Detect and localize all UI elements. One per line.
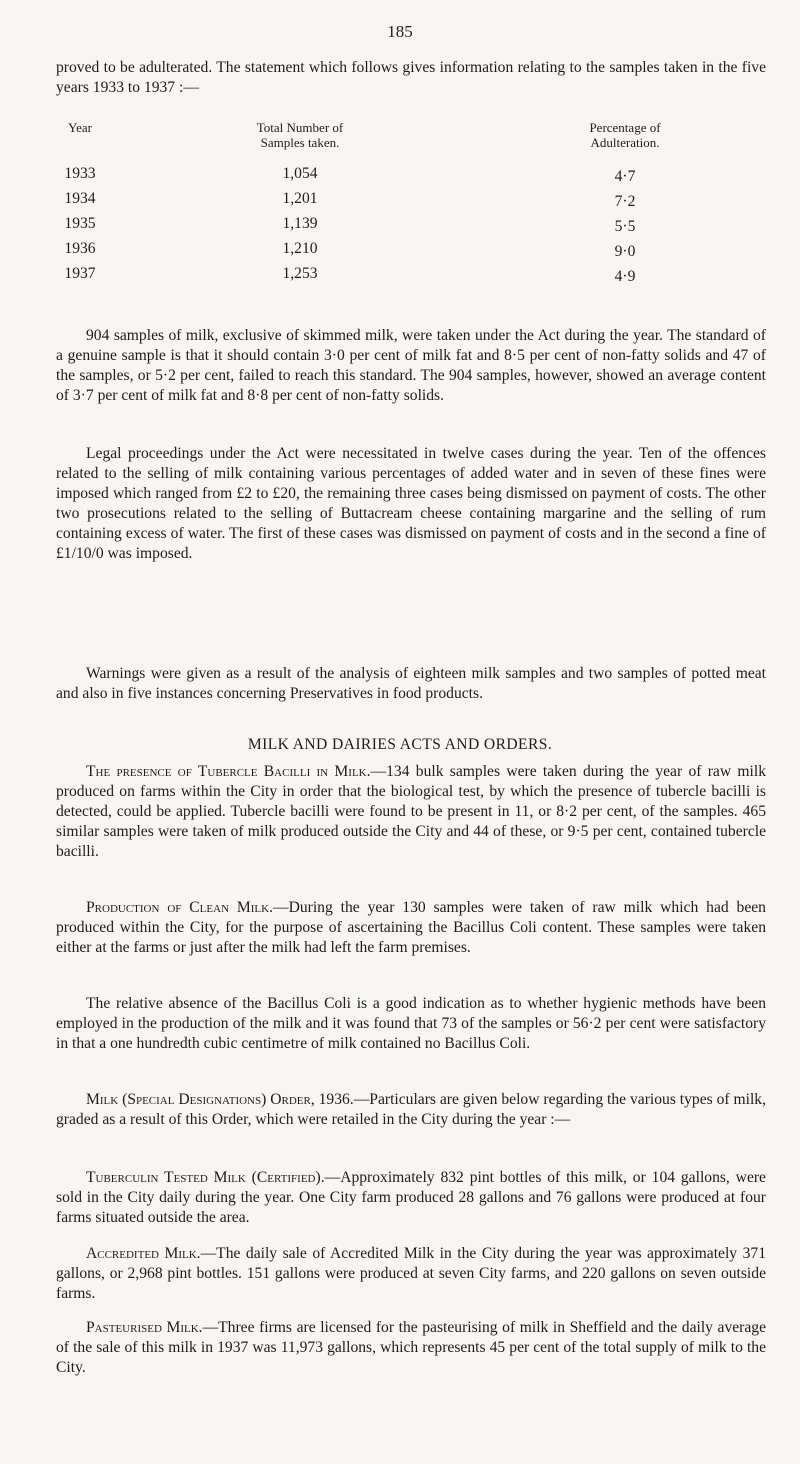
- table-cell-year: 1934: [64, 190, 96, 207]
- table-cell-samples: 1,210: [282, 240, 318, 257]
- tuberculin-tested-text: —Approximately 832 pint bottles of this milk, or 104 gallons, were sold in the City daily during the year. One City farm produced 28 gallons and 76 gallons were produced at four farms situated outside the area.: [56, 1169, 766, 1226]
- pasteurised-milk-text: —Three firms are licensed for the pasteurising of milk in Sheffield and the daily average of the sale of this milk in 1937 was 11,973 gallons, which represents 45 per cent of the total supply of milk to the City.: [56, 1319, 766, 1376]
- clean-milk-title: Production of Clean Milk.: [86, 899, 273, 916]
- table-cell-percentage: 7·2: [614, 193, 636, 210]
- warnings-paragraph: Warnings were given as a result of the analysis of eighteen milk samples and two samples of potted meat and also in five instances concerning Preservatives in food products.: [56, 665, 766, 702]
- tubercle-bacilli-text: —134 bulk samples were taken during the year of raw milk produced on farms within the City in order that the biological test, by which the presence of tubercle bacilli is detected, could be applied. Tubercle bacilli were found to be present in 11, or 8·2 per cent, of the samples. 465 similar samples were taken of milk produced outside the City and 44 of these, or 9·5 per cent, contained tubercle bacilli.: [56, 763, 766, 860]
- pasteurised-milk-paragraph: [56, 1318, 766, 1378]
- table-cell-year: 1937: [64, 265, 96, 282]
- table-cell-samples: 1,253: [282, 265, 318, 282]
- table-header-percentage: Percentage of Adulteration.: [589, 120, 661, 150]
- table-cell-samples: 1,201: [282, 190, 318, 207]
- table-cell-percentage: 4·7: [614, 168, 636, 185]
- intro-paragraph: proved to be adulterated. The statement which follows gives information relating to the samples taken in the five years 1933 to 1937 :—: [56, 59, 766, 96]
- table-header-samples: Total Number of Samples taken.: [256, 120, 344, 150]
- tuberculin-tested-title: Tuberculin Tested Milk (Certified).: [86, 1169, 325, 1186]
- accredited-milk-paragraph: [56, 1244, 766, 1304]
- table-cell-samples: 1,139: [282, 215, 318, 232]
- tubercle-bacilli-paragraph: [56, 762, 766, 862]
- table-cell-samples: 1,054: [282, 165, 318, 182]
- tubercle-bacilli-title: The presence of Tubercle Bacilli in Milk.: [86, 763, 371, 780]
- table-header-year: Year: [68, 120, 92, 135]
- table-cell-percentage: 9·0: [614, 243, 636, 260]
- accredited-milk-title: Accredited Milk.: [86, 1245, 201, 1262]
- accredited-milk-text: —The daily sale of Accredited Milk in the City during the year was approximately 371 gallons, or 2,968 pint bottles. 151 gallons were produced at seven City farms, and 220 gallons on seven outside farms.: [56, 1245, 766, 1302]
- table-cell-year: 1935: [64, 215, 96, 232]
- table-cell-year: 1936: [64, 240, 96, 257]
- bacillus-coli-paragraph: The relative absence of the Bacillus Coli is a good indication as to whether hygienic methods have been employed in the production of the milk and it was found that 73 of the samples or 56·2 per cent were satisfactory in that a one hundredth cubic centimetre of milk contained no Bacillus Coli.: [56, 995, 766, 1052]
- special-designations-text: —Particulars are given below regarding the various types of milk, graded as a result of this Order, which were retailed in the City during the year :—: [56, 1091, 766, 1128]
- tuberculin-tested-paragraph: [56, 1168, 766, 1228]
- clean-milk-paragraph: [56, 898, 766, 958]
- table-cell-percentage: 5·5: [614, 218, 636, 235]
- table-cell-percentage: 4·9: [614, 268, 636, 285]
- pasteurised-milk-title: Pasteurised Milk.: [86, 1319, 203, 1336]
- page-number: 185: [387, 22, 413, 41]
- legal-proceedings-paragraph: Legal proceedings under the Act were necessitated in twelve cases during the year. Ten of the offences related to the selling of milk containing various percentages of added water and in seven of these fines were imposed which ranged from £2 to £20, the remaining three cases being dismissed on payment of costs. The other two prosecutions related to the selling of Buttacream cheese containing margarine and the selling of rum containing excess of water. The first of these cases was dismissed on payment of costs and in the second a fine of £1/10/0 was imposed.: [56, 445, 766, 562]
- special-designations-paragraph: [56, 1090, 766, 1130]
- clean-milk-text: —During the year 130 samples were taken of raw milk which had been produced within the City, for the purpose of ascertaining the Bacillus Coli content. These samples were taken either at the farms or just after the milk had left the farm premises.: [56, 899, 766, 956]
- milk-samples-paragraph: 904 samples of milk, exclusive of skimmed milk, were taken under the Act during the year. The standard of a genuine sample is that it should contain 3·0 per cent of milk fat and 8·5 per cent of non-fatty solids and 47 of the samples, or 5·2 per cent, failed to reach this standard. The 904 samples, however, showed an average content of 3·7 per cent of milk fat and 8·8 per cent of non-fatty solids.: [56, 327, 766, 404]
- section-heading: MILK AND DAIRIES ACTS AND ORDERS.: [247, 736, 553, 753]
- special-designations-title: Milk (Special Designations) Order, 1936.: [86, 1091, 354, 1108]
- table-cell-year: 1933: [64, 165, 96, 182]
